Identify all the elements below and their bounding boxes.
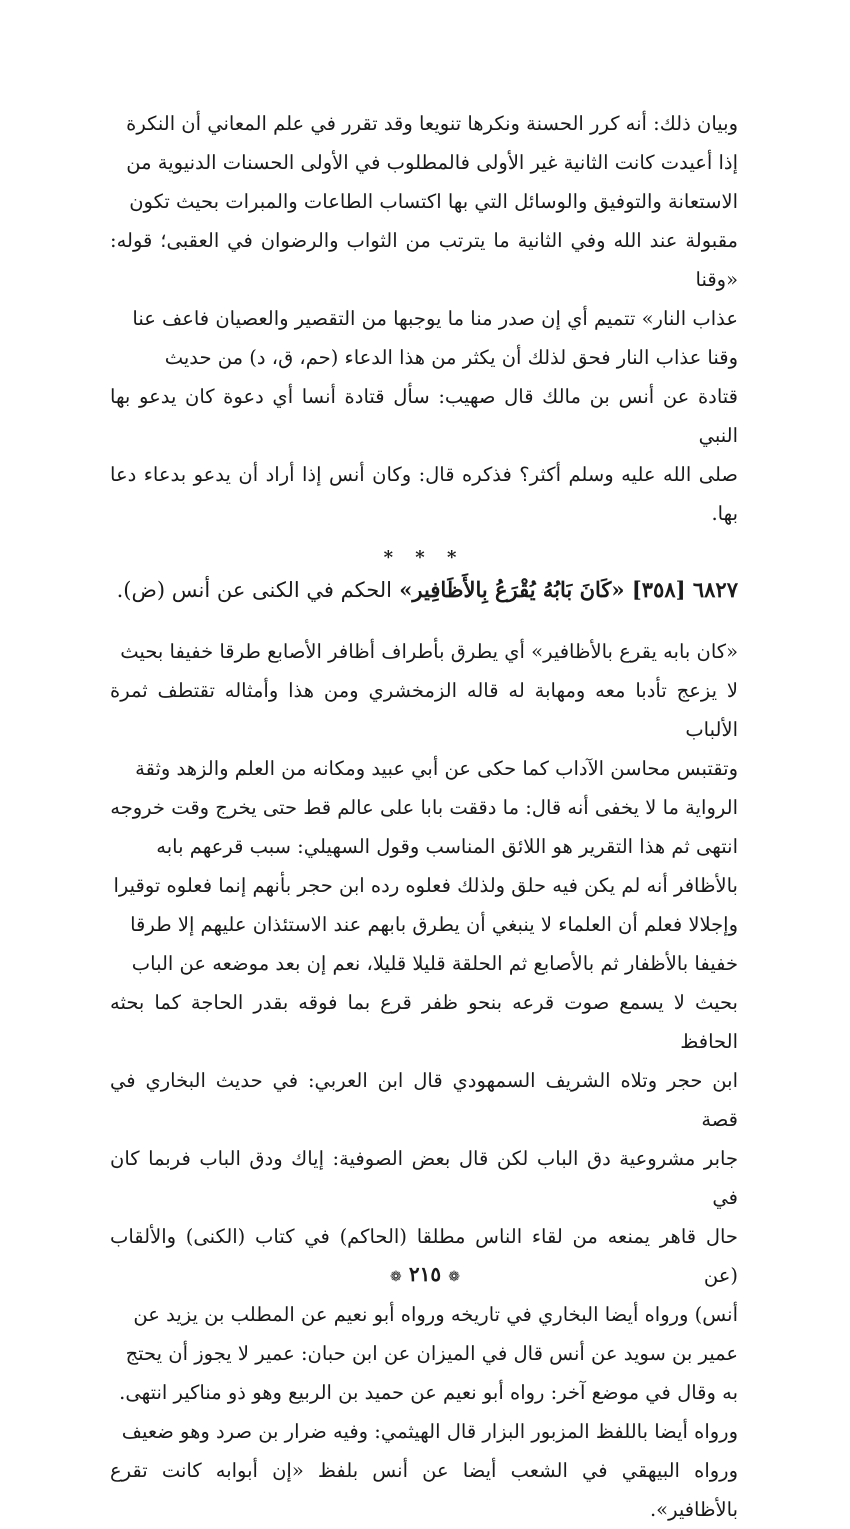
text-line: إذا أعيدت كانت الثانية غير الأولى فالمطلوب في الأولى الحسنات الدنيوية من <box>126 151 738 174</box>
page-body <box>110 104 738 1529</box>
text-line: عذاب النار» تتميم أي إن صدر منا ما يوجبها من التقصير والعصيان فاعف عنا <box>132 307 738 330</box>
text-line: لا يزعج تأدبا معه ومهابة له قاله الزمخشري ومن هذا وأمثاله تقتطف ثمرة الألباب <box>110 679 738 741</box>
text-line: ابن حجر وتلاه الشريف السمهودي قال ابن العربي: في حديث البخاري في قصة <box>110 1069 738 1131</box>
text-line: ورواه أيضا باللفظ المزبور البزار قال الهيثمي: وفيه ضرار بن صرد وهو ضعيف <box>121 1420 738 1443</box>
commentary-section-2 <box>110 632 738 1529</box>
text-line: وقنا عذاب النار فحق لذلك أن يكثر من هذا الدعاء (حم، ق، د) من حديث <box>164 346 738 369</box>
text-line: وتقتبس محاسن الآداب كما حكى عن أبي عبيد ومكانه من العلم والزهد وثقة <box>135 757 738 780</box>
text-line: به وقال في موضع آخر: رواه أبو نعيم عن حميد بن الربيع وهو ذو مناكير انتهى. <box>119 1381 738 1404</box>
text-line: جابر مشروعية دق الباب لكن قال بعض الصوفية: إياك ودق الباب فربما كان في <box>110 1147 738 1209</box>
text-line: أنس) ورواه أيضا البخاري في تاريخه ورواه أبو نعيم عن المطلب بن يزيد عن <box>133 1303 738 1326</box>
text-line: عمير بن سويد عن أنس قال في الميزان عن ابن حبان: عمير لا يجوز أن يحتج <box>125 1342 738 1365</box>
hadith-text: «كَانَ بَابُهُ يُقْرَعُ بِالأَظَافِير» <box>399 577 625 602</box>
text-line: بحيث لا يسمع صوت قرعه بنحو ظفر قرع بما فوقه بقدر الحاجة كما بحثه الحافظ <box>110 991 738 1053</box>
text-line: حال قاهر يمنعه من لقاء الناس مطلقا (الحاكم) في كتاب (الكنى) والألقاب (عن <box>110 1225 738 1287</box>
text-line: ورواه البيهقي في الشعب أيضا عن أنس بلفظ «إن أبوابه كانت تقرع بالأظافير». <box>110 1459 738 1521</box>
text-line: خفيفا بالأظفار ثم بالأصابع ثم الحلقة قليلا قليلا، نعم إن بعد موضعه عن الباب <box>131 952 738 975</box>
hadith-number: ٦٨٢٧ [٣٥٨] <box>631 577 738 602</box>
text-line: الاستعانة والتوفيق والوسائل التي بها اكتساب الطاعات والمبرات بحيث تكون <box>129 190 738 213</box>
text-line: قتادة عن أنس بن مالك قال صهيب: سأل قتادة أنسا أي دعوة كان يدعو بها النبي <box>110 385 738 447</box>
text-line: «كان بابه يقرع بالأظافير» أي يطرق بأطراف أظافر الأصابع طرقا خفيفا بحيث <box>120 640 738 663</box>
page-number: ٢١٥ <box>408 1262 442 1286</box>
text-line: بالأظافر أنه لم يكن فيه حلق ولذلك فعلوه رده ابن حجر بأنهم إنما فعلوه توقيرا <box>113 874 738 897</box>
text-line: وإجلالا فعلم أن العلماء لا ينبغي أن يطرق بابهم عند الاستئذان عليهم إلا طرقا <box>130 913 738 936</box>
ornament-icon: ❁ <box>390 1268 402 1285</box>
commentary-section-1 <box>110 104 738 533</box>
text-line: مقبولة عند الله وفي الثانية ما يترتب من الثواب والرضوان في العقبى؛ قوله: «وقنا <box>110 229 738 291</box>
section-separator: * * * <box>383 547 465 568</box>
text-line: صلى الله عليه وسلم أكثر؟ فذكره قال: وكان أنس إذا أراد أن يدعو بدعاء دعا بها. <box>110 463 738 525</box>
page-footer <box>0 1262 850 1286</box>
text-line: وبيان ذلك: أنه كرر الحسنة ونكرها تنويعا وقد تقرر في علم المعاني أن النكرة <box>126 112 738 135</box>
hadith-heading <box>110 570 738 610</box>
text-line: انتهى ثم هذا التقرير هو اللائق المناسب وقول السهيلي: سبب قرعهم بابه <box>156 835 738 858</box>
text-line: الرواية ما لا يخفى أنه قال: ما دققت بابا على عالم قط حتى يخرج وقت خروجه <box>110 796 738 819</box>
ornament-icon: ❁ <box>448 1268 460 1285</box>
hadith-source: الحكم في الكنى عن أنس (ض). <box>116 578 392 602</box>
